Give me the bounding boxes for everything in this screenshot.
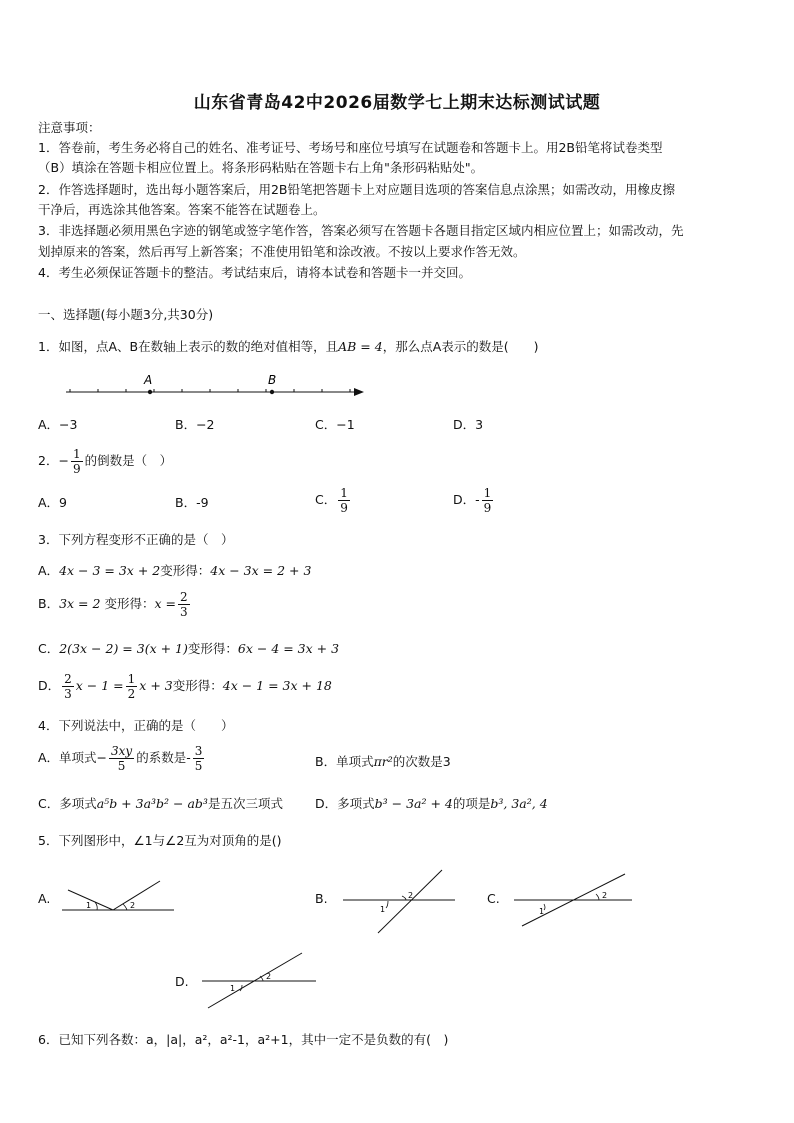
q2-denominator: 9: [72, 462, 81, 476]
notice-line: 划掉原来的答案，然后再写上新答案；不准使用铅笔和涂改液。不按以上要求作答无效。: [38, 244, 526, 259]
math-expression: πr²: [373, 754, 393, 769]
option-text: 是五次三项式: [207, 796, 283, 811]
fraction: [62, 672, 74, 701]
angle-1-label: 1: [230, 984, 236, 993]
option-text: 的系数是-: [136, 750, 191, 765]
transform-text: 变形得：: [187, 641, 238, 656]
math-expression: 4x − 3x = 2 + 3: [210, 563, 312, 578]
q2-numerator: 1: [72, 447, 81, 461]
option-text: 的项是: [452, 796, 491, 811]
q2-option-d-fraction: [482, 486, 494, 515]
q3-option-d[interactable]: [38, 672, 332, 701]
question-1-stem: [38, 337, 539, 357]
transform-text: 变形得：: [100, 596, 155, 611]
q1-option-a[interactable]: A．−3: [38, 417, 78, 432]
option-label: D．: [38, 678, 61, 693]
notice-line: 2．作答选择题时，选出每小题答案后，用2B铅笔把答题卡上对应题目选项的答案信息点涂黑；如需改动，用橡皮擦: [38, 182, 675, 197]
fraction: [178, 590, 190, 619]
q5-figure-c[interactable]: [510, 872, 635, 930]
denominator: 2: [127, 687, 136, 701]
numerator: 3: [194, 744, 203, 758]
q1-option-c[interactable]: C．−1: [315, 417, 355, 432]
math-expression: b³ − 3a² + 4: [374, 796, 453, 811]
question-3-stem: 3．下列方程变形不正确的是（ ）: [38, 532, 234, 547]
notice-line: 干净后，再选涂其他答案。答案不能答在试题卷上。: [38, 202, 326, 217]
q2-option-d[interactable]: [453, 486, 495, 515]
notice-heading: 注意事项：: [38, 120, 101, 135]
fraction: [126, 672, 138, 701]
q5-option-d-label[interactable]: D.: [175, 974, 189, 989]
q4-option-b[interactable]: [315, 752, 451, 772]
q2-fraction: [71, 447, 83, 476]
q5-figure-a[interactable]: [58, 876, 178, 916]
angle-2-label: 2: [266, 972, 272, 981]
q2-option-b[interactable]: B．-9: [175, 495, 209, 510]
fraction: [109, 744, 134, 773]
question-6-stem: 6．已知下列各数：a，|a|，a²，a²-1，a²+1，其中一定不是负数的有( ): [38, 1032, 449, 1047]
numerator: 2: [64, 672, 72, 686]
question-4-stem: 4．下列说法中，正确的是（ ）: [38, 718, 234, 733]
denominator: 3: [179, 605, 188, 619]
math-expression: x =: [154, 596, 176, 611]
notice-line: 4．考生必须保证答题卡的整洁。考试结束后，请将本试卷和答题卡一并交回。: [38, 265, 471, 280]
notice-line: 3．非选择题必须用黑色字迹的钢笔或签字笔作答，答案必须写在答题卡各题目指定区域内相应位置上；如需改动，先: [38, 223, 684, 238]
transform-text: 变形得：: [172, 678, 223, 693]
angle-2-label: 2: [130, 901, 136, 910]
option-label: A．: [38, 563, 60, 578]
number-line-arrow: [354, 388, 364, 396]
q2-option-c[interactable]: [315, 486, 352, 515]
q5-option-a-label[interactable]: A.: [38, 891, 51, 906]
question-5-stem: 5．下列图形中，∠1与∠2互为对顶角的是(): [38, 833, 282, 848]
math-expression: x + 3: [139, 678, 173, 693]
denominator: 9: [340, 501, 348, 515]
q4-option-c[interactable]: [38, 794, 283, 814]
math-expression: 3x = 2: [59, 596, 101, 611]
q2-prefix: 2．−: [38, 453, 69, 468]
point-b-dot: [270, 390, 274, 394]
numerator: 1: [483, 486, 492, 500]
option-text: C．多项式: [38, 796, 97, 811]
angle-1-label: 1: [380, 905, 386, 914]
q2-option-c-label: C．: [315, 492, 337, 507]
transform-text: 变形得：: [160, 563, 211, 578]
math-expression: a⁵b + 3a³b² − ab³: [96, 796, 208, 811]
numerator: 3xy: [111, 744, 133, 758]
angle-2-label: 2: [602, 891, 608, 900]
option-text: 的次数是3: [392, 754, 451, 769]
q1-option-b[interactable]: B．−2: [175, 417, 215, 432]
page-title: 山东省青岛42中2026届数学七上期末达标测试试题: [193, 93, 601, 113]
q4-option-d[interactable]: [315, 794, 548, 814]
point-a-dot: [148, 390, 152, 394]
q2-option-d-label: D．-: [453, 492, 480, 507]
section-heading: 一、选择题(每小题3分,共30分): [38, 307, 214, 322]
point-a-label: A: [144, 373, 153, 387]
q3-option-b[interactable]: [38, 590, 192, 619]
q3-option-c[interactable]: [38, 639, 339, 659]
option-label: A．单项式−: [38, 750, 108, 765]
option-label: B．: [38, 596, 60, 611]
denominator: 3: [64, 687, 72, 701]
math-expression: 4x − 3 = 3x + 2: [59, 563, 161, 578]
denominator: 5: [194, 759, 203, 773]
numerator: 1: [127, 672, 136, 686]
q5-figure-d[interactable]: [198, 950, 320, 1012]
q2-option-c-fraction: [338, 486, 350, 515]
q5-figure-b[interactable]: [340, 866, 460, 936]
math-expression: 2(3x − 2) = 3(x + 1): [59, 641, 188, 656]
math-expression: b³, 3a², 4: [490, 796, 548, 811]
notice-line: （B）填涂在答题卡相应位置上。将条形码粘贴在答题卡右上角"条形码粘贴处"。: [38, 160, 484, 175]
q2-suffix: 的倒数是（ ）: [84, 453, 173, 468]
q4-option-a[interactable]: [38, 744, 206, 773]
q1-stem-tail: ，那么点A表示的数是( ): [382, 339, 539, 354]
option-label: C．: [38, 641, 60, 656]
numerator: 2: [179, 590, 188, 604]
fraction: [193, 744, 205, 773]
q1-stem-text: 1．如图，点A、B在数轴上表示的数的绝对值相等，且: [38, 339, 339, 354]
denominator: 5: [117, 759, 126, 773]
q5-option-b-label[interactable]: B.: [315, 891, 328, 906]
number-line-figure: [60, 368, 370, 402]
math-expression: x − 1 =: [75, 678, 124, 693]
angle-1-label: 1: [86, 901, 92, 910]
denominator: 9: [483, 501, 492, 515]
option-text: D．多项式: [315, 796, 375, 811]
notice-line: 1．答卷前，考生务必将自己的姓名、准考证号、考场号和座位号填写在试题卷和答题卡上。用2B铅笔将试卷类型: [38, 140, 663, 155]
q1-option-d[interactable]: D．3: [453, 417, 484, 432]
q3-option-a[interactable]: [38, 561, 311, 581]
numerator: 1: [340, 486, 348, 500]
question-2-stem: [38, 447, 172, 476]
point-b-label: B: [268, 373, 277, 387]
q5-option-c-label[interactable]: C.: [487, 891, 500, 906]
q2-option-a[interactable]: A．9: [38, 495, 68, 510]
option-text: B．单项式: [315, 754, 374, 769]
angle-2-label: 2: [408, 891, 414, 900]
angle-1-label: 1: [539, 907, 545, 916]
math-expression: 6x − 4 = 3x + 3: [237, 641, 340, 656]
math-expression: 4x − 1 = 3x + 18: [222, 678, 332, 693]
q1-stem-math: AB = 4: [338, 339, 383, 354]
